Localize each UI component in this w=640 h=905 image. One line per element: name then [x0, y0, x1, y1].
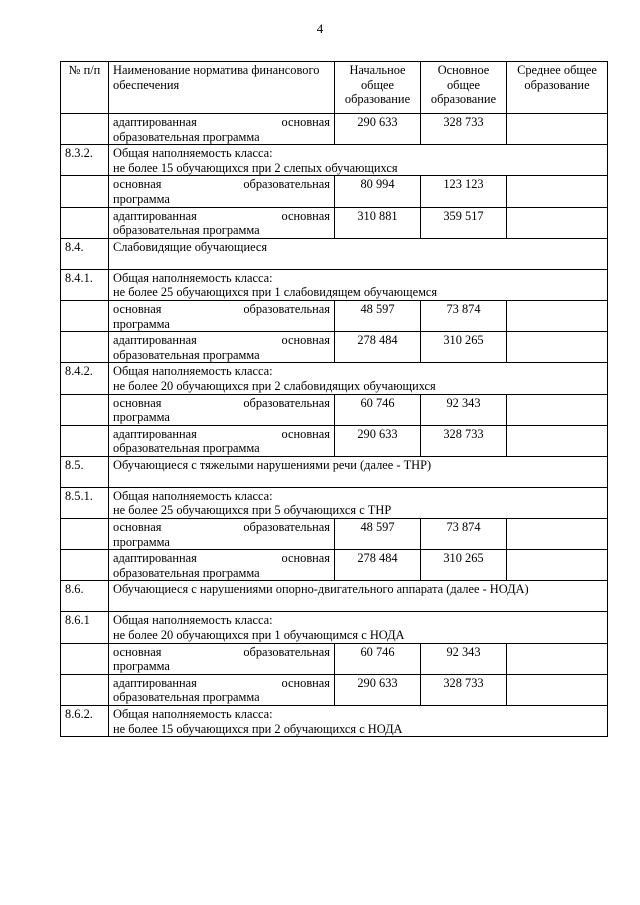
- table-row: [61, 269, 608, 300]
- section-title: Слабовидящие обучающиеся: [109, 238, 608, 269]
- program-adapted: адаптированная основная образовательная программа: [109, 550, 335, 581]
- row-num: 8.3.2.: [61, 145, 109, 176]
- header-basic: Основное общее образование: [421, 62, 507, 114]
- value-basic: 92 343: [421, 394, 507, 425]
- row-num: 8.4.1.: [61, 269, 109, 300]
- value-secondary: [507, 300, 608, 331]
- value-basic: 92 343: [421, 643, 507, 674]
- row-description: Общая наполняемость класса: не более 25 обучающихся при 5 обучающихся с ТНР: [109, 487, 608, 518]
- table-row: [61, 643, 608, 674]
- row-num: 8.5.1.: [61, 487, 109, 518]
- header-secondary: Среднее общее образование: [507, 62, 608, 114]
- table-row: [61, 612, 608, 643]
- row-num: 8.4.2.: [61, 363, 109, 394]
- value-basic: 73 874: [421, 300, 507, 331]
- table-row: [61, 581, 608, 612]
- value-primary: 278 484: [335, 332, 421, 363]
- table-row: [61, 207, 608, 238]
- table-row: [61, 425, 608, 456]
- row-description: Общая наполняемость класса: не более 20 обучающихся при 1 обучающимся с НОДА: [109, 612, 608, 643]
- value-secondary: [507, 332, 608, 363]
- table-row: [61, 363, 608, 394]
- table-row: [61, 114, 608, 145]
- program-adapted: адаптированная основная образовательная программа: [109, 114, 335, 145]
- value-primary: 290 633: [335, 674, 421, 705]
- value-basic: 328 733: [421, 674, 507, 705]
- section-title: Обучающиеся с тяжелыми нарушениями речи (далее - ТНР): [109, 456, 608, 487]
- program-adapted: адаптированная основная образовательная программа: [109, 332, 335, 363]
- table-row: [61, 238, 608, 269]
- header-primary: Начальное общее образование: [335, 62, 421, 114]
- value-secondary: [507, 674, 608, 705]
- table-row: [61, 519, 608, 550]
- program-adapted: адаптированная основная образовательная программа: [109, 425, 335, 456]
- program-basic: основная образовательная программа: [109, 643, 335, 674]
- value-basic: 328 733: [421, 425, 507, 456]
- financial-norms-table: [60, 61, 608, 737]
- value-primary: 60 746: [335, 643, 421, 674]
- value-secondary: [507, 425, 608, 456]
- program-basic: основная образовательная программа: [109, 300, 335, 331]
- value-secondary: [507, 519, 608, 550]
- table-row: [61, 550, 608, 581]
- value-secondary: [507, 550, 608, 581]
- value-primary: 80 994: [335, 176, 421, 207]
- value-secondary: [507, 643, 608, 674]
- program-basic: основная образовательная программа: [109, 519, 335, 550]
- row-num: 8.6.1: [61, 612, 109, 643]
- table-row: [61, 300, 608, 331]
- row-description: Общая наполняемость класса: не более 15 обучающихся при 2 обучающихся с НОДА: [109, 706, 608, 737]
- row-num: 8.4.: [61, 238, 109, 269]
- table-row: [61, 176, 608, 207]
- value-primary: 278 484: [335, 550, 421, 581]
- table-row: [61, 456, 608, 487]
- row-description: Общая наполняемость класса: не более 20 обучающихся при 2 слабовидящих обучающихся: [109, 363, 608, 394]
- program-adapted: адаптированная основная образовательная программа: [109, 674, 335, 705]
- value-primary: 48 597: [335, 300, 421, 331]
- section-title: Обучающиеся с нарушениями опорно-двигательного аппарата (далее - НОДА): [109, 581, 608, 612]
- header-name: Наименование норматива финансового обеспечения: [109, 62, 335, 114]
- program-basic: основная образовательная программа: [109, 394, 335, 425]
- value-secondary: [507, 394, 608, 425]
- value-secondary: [507, 114, 608, 145]
- table-row: [61, 394, 608, 425]
- value-basic: 73 874: [421, 519, 507, 550]
- row-description: Общая наполняемость класса: не более 15 обучающихся при 2 слепых обучающихся: [109, 145, 608, 176]
- value-basic: 123 123: [421, 176, 507, 207]
- table-header: [61, 62, 608, 114]
- value-basic: 328 733: [421, 114, 507, 145]
- row-description: Общая наполняемость класса: не более 25 обучающихся при 1 слабовидящем обучающемся: [109, 269, 608, 300]
- value-basic: 310 265: [421, 550, 507, 581]
- value-primary: 60 746: [335, 394, 421, 425]
- table-row: [61, 487, 608, 518]
- table-row: [61, 706, 608, 737]
- row-num: 8.6.2.: [61, 706, 109, 737]
- row-num: [61, 114, 109, 145]
- row-num: 8.5.: [61, 456, 109, 487]
- value-secondary: [507, 176, 608, 207]
- table-row: [61, 674, 608, 705]
- program-basic: основная образовательная программа: [109, 176, 335, 207]
- header-num: № п/п: [61, 62, 109, 114]
- value-primary: 290 633: [335, 425, 421, 456]
- program-adapted: адаптированная основная образовательная программа: [109, 207, 335, 238]
- table-row: [61, 332, 608, 363]
- page-number: 4: [316, 21, 324, 36]
- row-num: 8.6.: [61, 581, 109, 612]
- value-basic: 310 265: [421, 332, 507, 363]
- table-row: [61, 145, 608, 176]
- value-primary: 290 633: [335, 114, 421, 145]
- value-primary: 310 881: [335, 207, 421, 238]
- value-secondary: [507, 207, 608, 238]
- value-primary: 48 597: [335, 519, 421, 550]
- value-basic: 359 517: [421, 207, 507, 238]
